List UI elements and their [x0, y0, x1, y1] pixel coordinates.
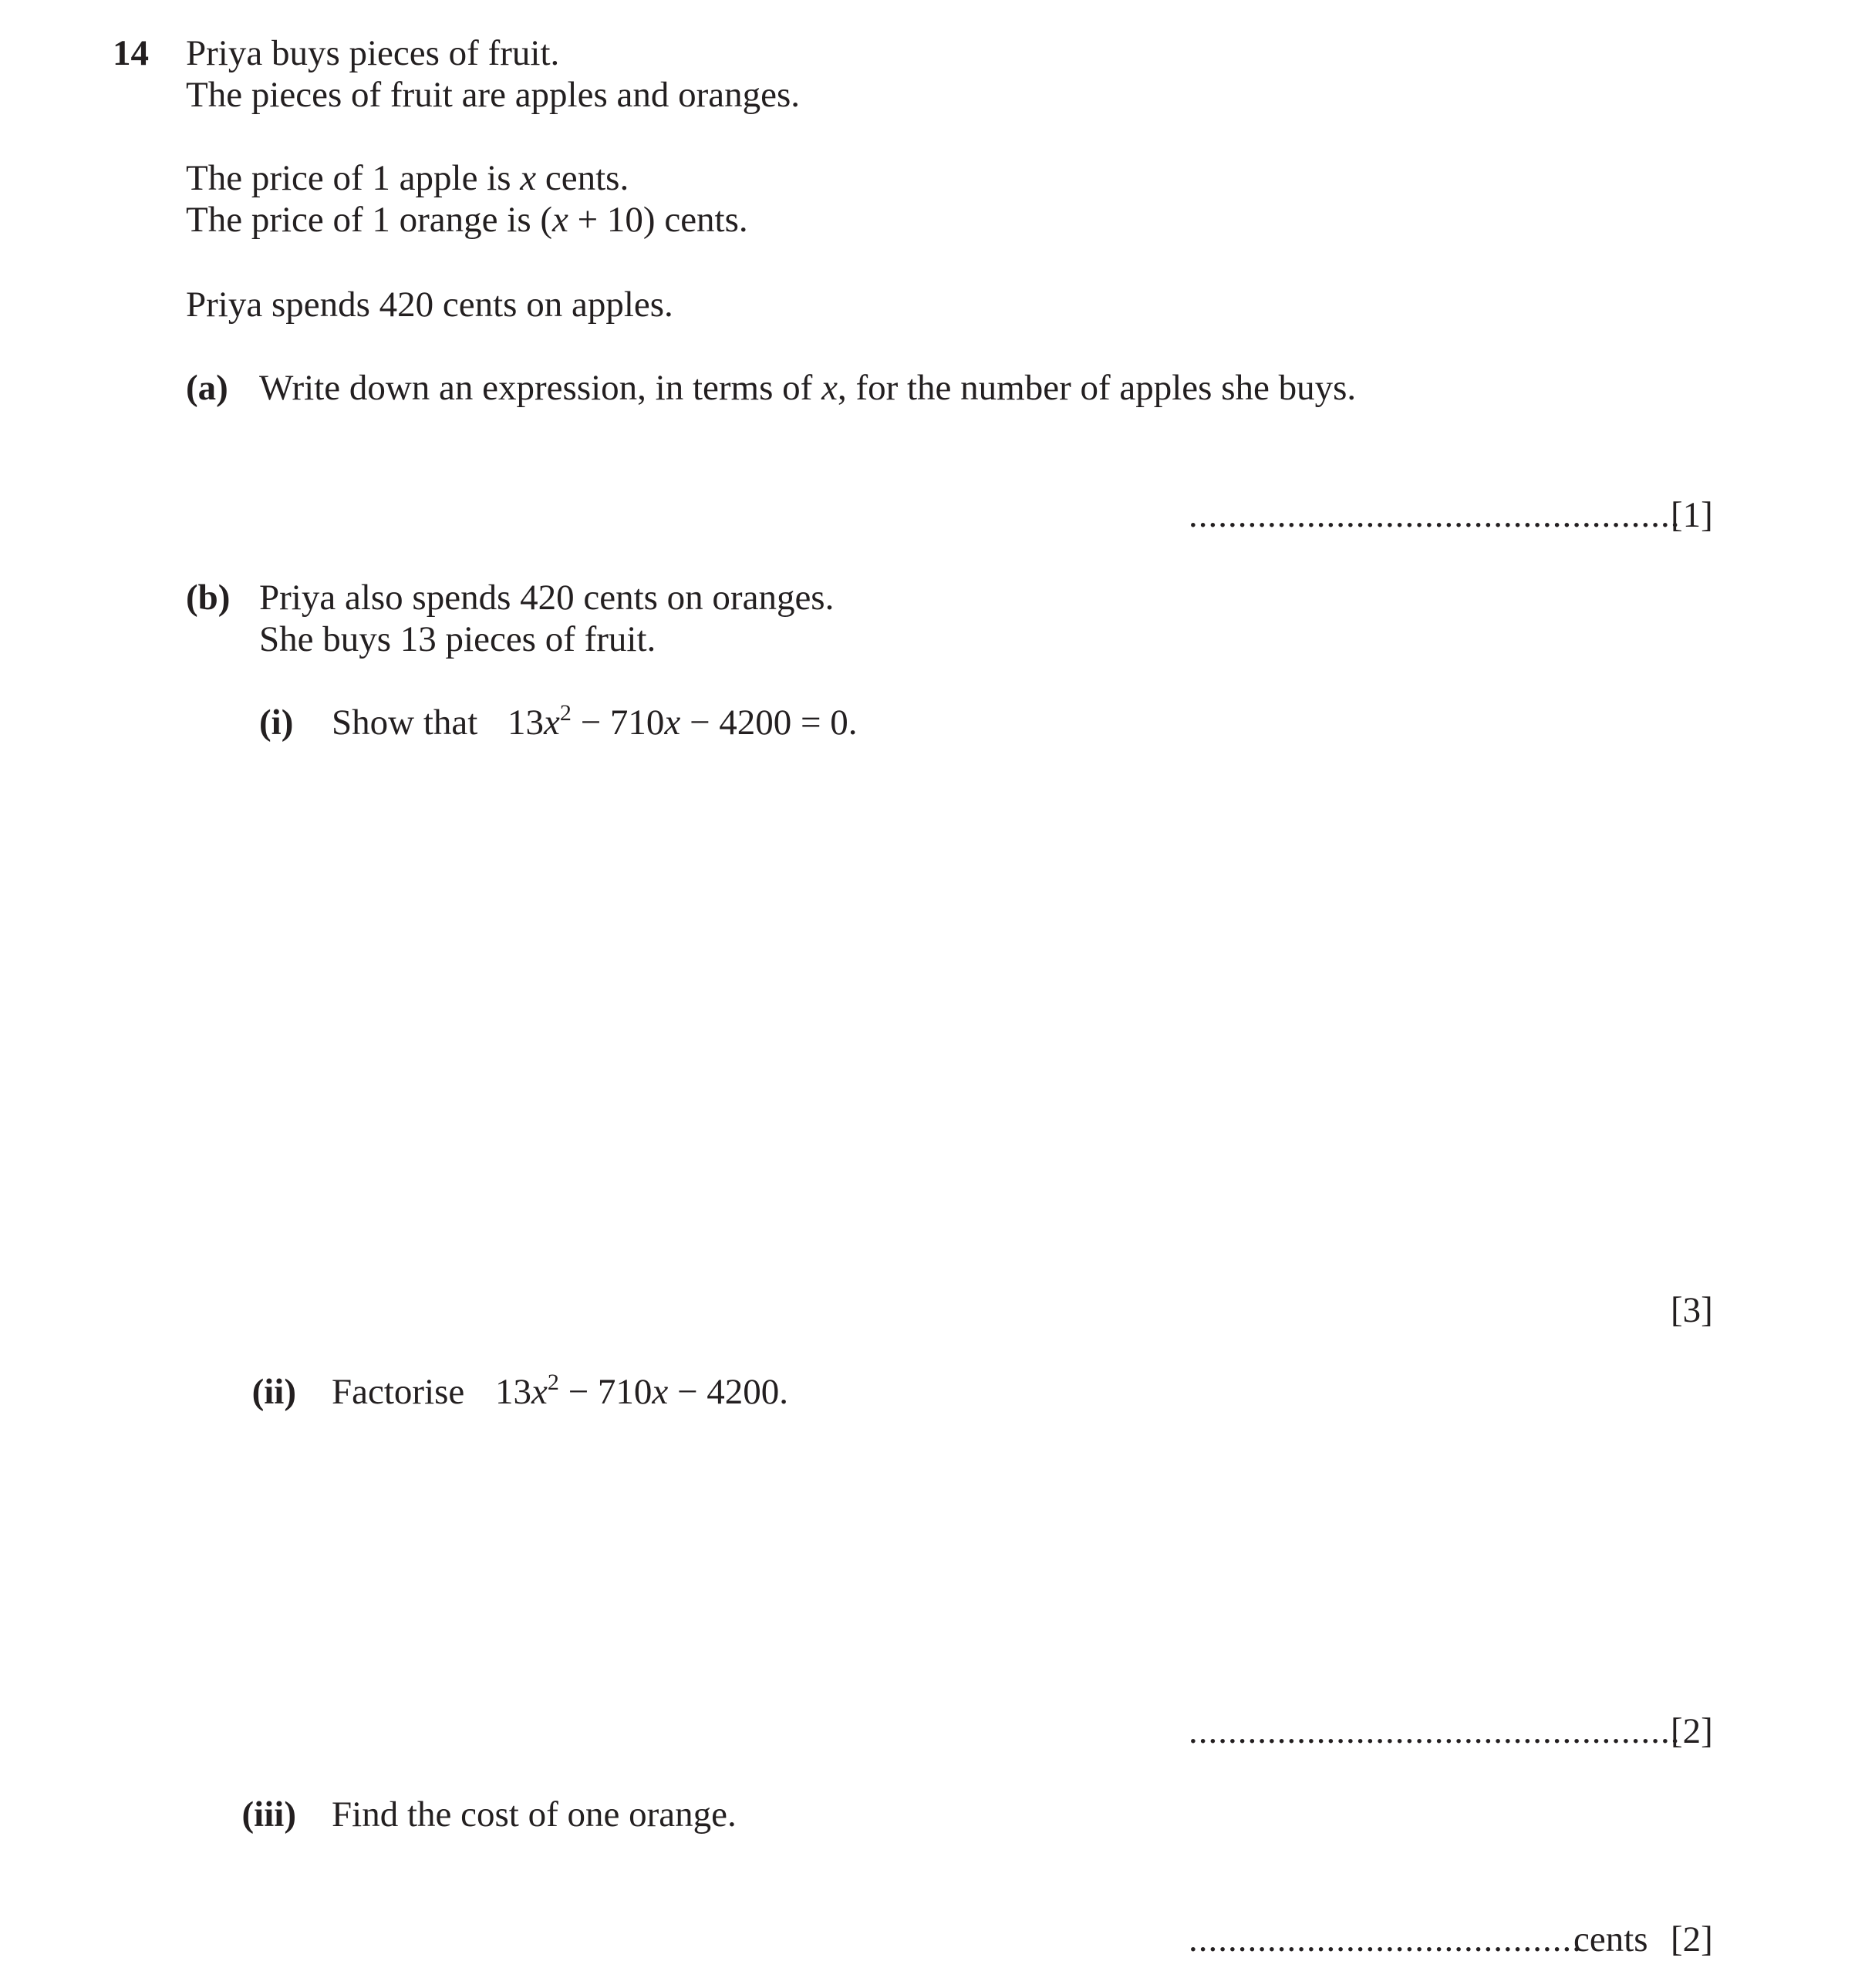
- part-a-answer-line[interactable]: ..................................................: [1189, 495, 1681, 535]
- part-b-iii-text: Find the cost of one orange.: [332, 1794, 737, 1835]
- part-b-ii-eq-exp: 2: [547, 1370, 559, 1395]
- part-b-i-eq-var: x: [544, 703, 560, 743]
- part-b-ii-eq-var: x: [531, 1372, 548, 1412]
- intro-line-1: Priya buys pieces of fruit.: [186, 33, 560, 73]
- part-a-label: (a): [186, 368, 228, 408]
- part-b-i-marks: [3]: [1671, 1290, 1713, 1330]
- part-a-text-post: , for the number of apples she buys.: [837, 368, 1357, 408]
- part-b-i-label: (i): [259, 703, 294, 743]
- part-b-line-1: Priya also spends 420 cents on oranges.: [259, 578, 835, 618]
- part-b-ii-eq-end: − 4200.: [668, 1372, 789, 1412]
- part-b-iii-unit: cents: [1573, 1919, 1648, 1959]
- part-b-ii-equation: [495, 1370, 789, 1412]
- part-b-ii-answer-line[interactable]: ..................................................: [1189, 1711, 1681, 1751]
- orange-price: [186, 202, 748, 238]
- part-a-text: [259, 370, 1356, 406]
- part-b-i-eq-end: − 4200 = 0.: [680, 703, 858, 743]
- part-b-iii-label: (iii): [241, 1794, 296, 1835]
- orange-price-pre: The price of 1 orange is (: [186, 200, 553, 240]
- apple-price-var: x: [520, 158, 537, 198]
- part-b-i-equation: [508, 700, 858, 743]
- spend-apples: Priya spends 420 cents on apples.: [186, 285, 673, 325]
- part-a-var: x: [821, 368, 838, 408]
- part-b-ii-eq-mid: − 710: [558, 1372, 653, 1412]
- part-b-ii-label: (ii): [251, 1372, 296, 1412]
- part-b-i-eq-mid: − 710: [571, 703, 665, 743]
- intro-line-2: The pieces of fruit are apples and oranges.: [186, 75, 801, 115]
- part-b-i-text: Show that: [332, 703, 478, 743]
- part-b-i-eq-exp: 2: [559, 700, 572, 726]
- part-b-line-2: She buys 13 pieces of fruit.: [259, 619, 656, 659]
- apple-price: [186, 160, 629, 197]
- part-b-iii-answer-line[interactable]: ........................................: [1189, 1919, 1582, 1959]
- part-b-ii-eq-coef: 13: [495, 1372, 531, 1412]
- orange-price-post: cents.: [655, 200, 748, 240]
- part-a-text-pre: Write down an expression, in terms of: [259, 368, 822, 408]
- part-b-iii-marks: [2]: [1671, 1919, 1713, 1959]
- part-b-i-eq-var2: x: [664, 703, 681, 743]
- part-b-i-eq-coef: 13: [508, 703, 544, 743]
- orange-price-op: + 10): [568, 200, 656, 240]
- part-b-ii-text: Factorise: [332, 1372, 465, 1412]
- part-b-ii-marks: [2]: [1671, 1711, 1713, 1751]
- question-number: 14: [113, 33, 149, 73]
- apple-price-post: cents.: [536, 158, 629, 198]
- apple-price-pre: The price of 1 apple is: [186, 158, 521, 198]
- part-b-ii-eq-var2: x: [652, 1372, 669, 1412]
- part-a-marks: [1]: [1671, 495, 1713, 535]
- part-b-label: (b): [186, 578, 231, 618]
- orange-price-var: x: [552, 200, 568, 240]
